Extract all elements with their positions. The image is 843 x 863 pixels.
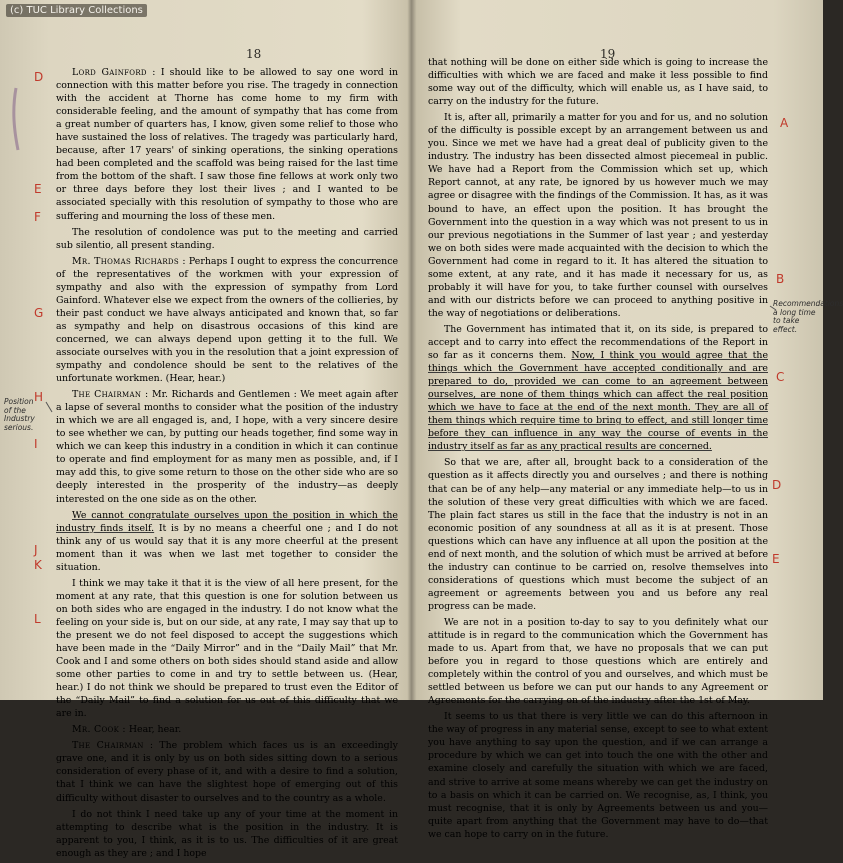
margin-letter-i: I xyxy=(34,437,38,451)
margin-letter-h: H xyxy=(34,390,44,404)
paragraph-very-little xyxy=(428,710,768,840)
paragraph-text: I think we may take it that it is the view of all here present, for the moment at any rate, that this question is one for solution between us on both sides who are engaged in the industry. I do not know what the feeling on your side is, but on our side, at any rate, I may say that up to the present we do not feel disposed to accept the suggestions which have been made in the “Daily Mirror” and in the “Daily Mail” that Mr. Cook and I and some others on both sides should stand aside and allow some other parties to come in and try to settle between us. (Hear, hear.) I do not think we should be prepared to trust even the Editor of the “Daily Mail” to find a solution for us out of this difficulty that we are in. xyxy=(56,577,398,720)
paragraph-congratulate xyxy=(56,509,398,574)
paragraph-cook xyxy=(56,723,398,736)
paragraph-richards xyxy=(56,255,398,385)
paragraph-continued xyxy=(428,56,768,108)
paragraph-text: It seems to us that there is very little we can do this afternoon in the way of progress in any material sense, except to see to what extent you have anything to say upon the question, and if we can arrange a procedure by which we can get into touch the one with the other and examine closely and carefully the situation with which we are faced, and strive to arrive at some means whereby we can get the industry on to a basis on which it can be carried on. We recognise, as, I think, you must recognise, that it is only by Agreements between us and you—quite apart from anything that the Government may have to do—that we can hope to carry on in the future. xyxy=(428,711,768,840)
paragraph-text: The Government has intimated that it, on its side, is prepared to accept and to carry into effect the recommendations of the Report in so far as it concerns them. xyxy=(428,323,768,362)
paragraph-chairman-1 xyxy=(56,388,398,505)
paragraph-brought-back xyxy=(428,456,768,613)
margin-letter-e: E xyxy=(772,552,780,566)
speaker-label: Lord Gainford : xyxy=(72,67,156,78)
paragraph-gainford xyxy=(56,66,398,223)
margin-letter-j: J xyxy=(34,543,38,557)
margin-letter-e: E xyxy=(34,182,42,196)
paragraph-text: Hear, hear. xyxy=(125,724,182,736)
margin-letter-d: D xyxy=(772,478,782,492)
paragraph-view xyxy=(56,577,398,721)
paragraph-text: that nothing will be done on either side which is going to increase the difficulties with which we are faced and make it less possible to find some way out of the difficulty, which will enable us, as I have said, to carry on the industry for the future. xyxy=(428,57,768,108)
paragraph-text: The problem which faces us is an exceedingly grave one, and it is only by us on both sides sitting down to a serious consideration of every phase of it, and with a desire to find a solution, that I think we can have the slightest hope of emerging out of this difficulty without disaster to ourselves and to the country as a whole. xyxy=(56,740,398,804)
paragraph-not-in-position xyxy=(428,616,768,707)
margin-letter-g: G xyxy=(34,306,44,320)
paragraph-text: I do not think I need take up any of your time at the moment in attempting to describe what is the position in the industry. It is apparent to you, I think, as it is to us. The difficulties of it are great enough as they are ; and I hope xyxy=(56,808,398,859)
margin-letter-f: F xyxy=(34,210,41,224)
underlined-text: Now, I think you would agree that the things which the Government have accepted conditionally and are prepared to do, provided we can come to an agreement between ourselves, are none of them things which can affect the real position which we have to face at the end of the next month. They are all of them things which require time to bring to effect, and still longer time before they can influence in any way the course of events in the industry itself as far as any practical results are concerned. xyxy=(428,350,768,453)
paragraph-chairman-2 xyxy=(56,739,398,804)
paragraph-text: It is, after all, primarily a matter for you and for us, and no solution of the difficulty is possible except by an arrangement between us and you. Since we met we have had a great deal of publicity given to the industry. The industry has been dissected almost piecemeal in public. We have had a Report from the Commission which set up, which Report cannot, at any rate, be ignored by us however much we may agree or disagree with the findings of the Commission. It has, as it was bound to have, an effect upon the position. It has brought the Government into the question in a way which was not present to us in our previous negotiations in the Summer of last year ; and yesterday we on both sides were made acquainted with the decision to which the Government had come in regard to it. It has altered the situation to some extent, at any rate, and it has made it necessary for us, as probably it will have for you, to take further counsel with ourselves and with our districts before we can proceed to anything positive in the way of negotiations or deliberations. xyxy=(428,112,768,319)
underlined-text: We cannot congratulate ourselves upon the position in which the industry finds itself. xyxy=(56,509,398,534)
paragraph-government xyxy=(428,323,768,453)
margin-letter-d: D xyxy=(34,70,44,84)
paragraph-text: I should like to be allowed to say one word in connection with this matter before you rise. The tragedy in connection with the accident at Thorne has come home to my firm with considerable feeling, and the amount of sympathy that has come from a great number of quarters has, I know, given some relief to those who have sustained the loss of relatives. The tragedy was particularly hard, because, after 17 years' of sinking operations, the sinking operations had been completed and the scaffold was being raised for the last time from the bottom of the shaft. I saw those fine fellows at work only two or three days before they lost their lives ; and I wanted to be associated specially with this resolution of sympathy to those who are suffering and mourning the loss of these men. xyxy=(56,67,398,222)
paragraph-text: Mr. Richards and Gentlemen : We meet again after a lapse of several months to consider what the position of the industry in which we are all engaged is, and, I hope, with a very sincere desire to see whether we can, by putting our heads together, find some way in which we can keep this industry in a condition in which it can continue to operate and find employment for as many men as possible, and, if I may add this, to give some return to those on the other side who are so deeply interested in the prosperity of the industry—as deeply interested on the one side as on the other. xyxy=(56,389,398,505)
copyright-watermark: (c) TUC Library Collections xyxy=(6,4,147,17)
margin-note-recommendations: Recommendations a long time to take effect. xyxy=(773,299,843,334)
left-page-number: 18 xyxy=(246,47,262,61)
paragraph-text: It is by no means a cheerful one ; and I do not think any of us would say that it is any more cheerful at the present moment than it was when we last met together to consider the situation. xyxy=(56,522,399,573)
margin-note-position: Position of the Industry serious. xyxy=(4,397,35,432)
paragraph-primarily xyxy=(428,111,768,320)
paragraph-text: So that we are, after all, brought back to a consideration of the question as it affects directly you and ourselves ; and there is nothing that can be of any help—any material or any immediate help—to us in the solution of these very great difficulties with which we are faced. The plain fact stares us still in the face that the industry is not in an economic position of any soundness at all as it is at present. Those questions which can have any influence at all upon the position at the end of next month, and the solution of which must be arrived at before the industry can continue to be carried on, resolve themselves into considerations of questions which must become the subject of an agreement or agreements between you and us before any real progress can be made. xyxy=(428,457,768,612)
right-page-number: 19 xyxy=(600,47,616,61)
paragraph-text: Perhaps I ought to express the concurrence of the representatives of the workmen with your expression of sympathy and also with the expression of sympathy from Lord Gainford. Whatever else we expect from the owners of the collieries, by their past conduct we have always anticipated and known that, so far as sympathy and help on disastrous occasions of this kind are concerned, we can always depend upon getting it to the full. We associate ourselves with you in the resolution that a joint expression of sympathy and condolence should be sent to the relatives of the unfortunate workmen. (Hear, hear.) xyxy=(56,255,398,385)
left-page-text xyxy=(56,66,398,863)
paragraph-resolution xyxy=(56,226,398,252)
paragraph-text: We are not in a position to-day to say to you definitely what our attitude is in regard to the communication which the Government has made to us. Apart from that, we have no proposals that we can put before you in regard to those questions which are entirely and completely within the control of you and ourselves, and which must be settled between us before we can put our hands to any Agreement or Agreements for the carrying on of the industry after the 1st of May. xyxy=(428,616,768,707)
paragraph-time xyxy=(56,808,398,860)
speaker-label: Mr. Thomas Richards : xyxy=(72,255,186,267)
margin-letter-c: C xyxy=(776,370,785,384)
speaker-label: Mr. Cook : xyxy=(72,724,126,736)
right-page-text xyxy=(428,56,768,844)
speaker-label: The Chairman : xyxy=(72,740,154,752)
margin-letter-b: B xyxy=(776,272,785,286)
speaker-label: The Chairman : xyxy=(72,389,149,401)
paragraph-text: The resolution of condolence was put to the meeting and carried sub silentio, all present standing. xyxy=(56,226,398,251)
margin-letter-k: K xyxy=(34,558,42,572)
margin-letter-a: A xyxy=(780,116,789,130)
margin-letter-l: L xyxy=(34,612,41,626)
